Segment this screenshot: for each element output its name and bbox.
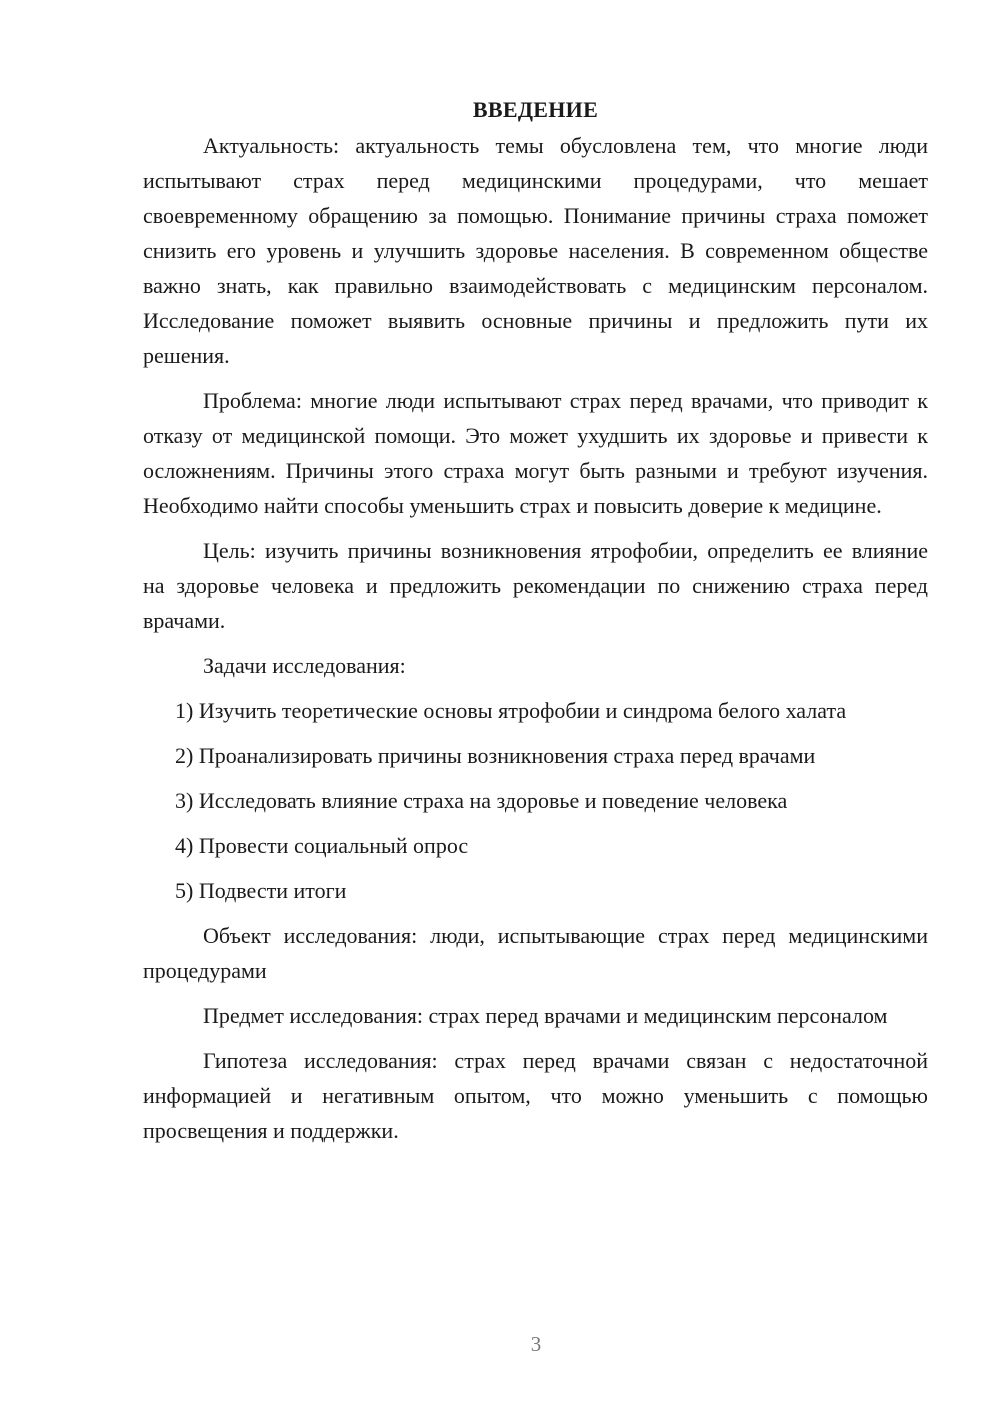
task-item: 5) Подвести итоги bbox=[175, 878, 347, 903]
paragraph-relevance: Актуальность: актуальность темы обусловлена тем, что многие люди испытывают страх перед медицинскими процедурами, что мешает своевременному обращению за помощью. Понимание причины страха поможет снизить его уровень и улучшить здоровье населения. В современном обществе важно знать, как правильно взаимодействовать с медицинским персоналом. Исследование поможет выявить основные причины и предложить пути их решения. bbox=[143, 133, 928, 368]
task-item: 3) Исследовать влияние страха на здоровье и поведение человека bbox=[175, 788, 788, 813]
paragraph-subject: Предмет исследования: страх перед врачами и медицинским персоналом bbox=[203, 1003, 888, 1028]
task-item: 1) Изучить теоретические основы ятрофобии и синдрома белого халата bbox=[175, 698, 847, 723]
task-item: 4) Провести социальный опрос bbox=[175, 833, 469, 858]
section-heading: ВВЕДЕНИЕ bbox=[472, 97, 599, 122]
paragraph-object: Объект исследования: люди, испытывающие страх перед медицинскими процедурами bbox=[143, 923, 928, 983]
paragraph-goal: Цель: изучить причины возникновения ятрофобии, определить ее влияние на здоровье человека и предложить рекомендации по снижению страха перед врачами. bbox=[143, 538, 928, 633]
paragraph-problem: Проблема: многие люди испытывают страх перед врачами, что приводит к отказу от медицинской помощи. Это может ухудшить их здоровье и привести к осложнениям. Причины этого страха могут быть разными и требуют изучения. Необходимо найти способы уменьшить страх и повысить доверие к медицине. bbox=[143, 388, 928, 518]
tasks-heading: Задачи исследования: bbox=[203, 653, 406, 678]
task-item: 2) Проанализировать причины возникновения страха перед врачами bbox=[175, 743, 816, 768]
tasks-list bbox=[143, 693, 928, 908]
paragraph-hypothesis: Гипотеза исследования: страх перед врачами связан с недостаточной информацией и негативным опытом, что можно уменьшить с помощью просвещения и поддержки. bbox=[143, 1048, 928, 1143]
document-page bbox=[143, 92, 928, 1158]
page-number: 3 bbox=[530, 1332, 542, 1356]
